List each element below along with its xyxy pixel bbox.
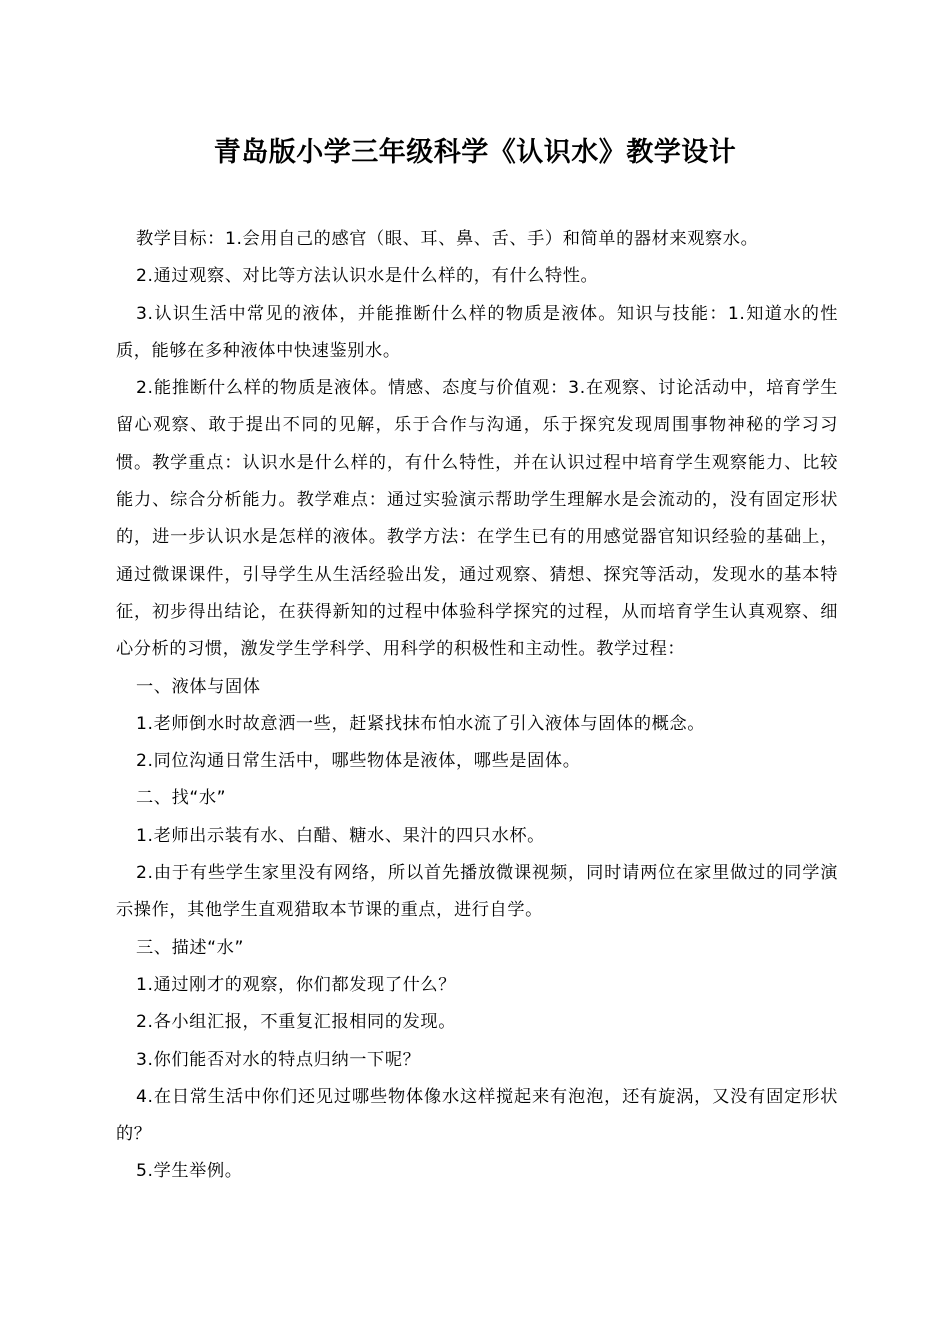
document-body [116, 221, 838, 1191]
paragraph: 1.老师倒水时故意洒一些，赶紧找抹布怕水流了引入液体与固体的概念。 [136, 713, 706, 734]
document-title: 青岛版小学三年级科学《认识水》教学设计 [213, 137, 737, 168]
paragraph: 2.通过观察、对比等方法认识水是什么样的，有什么特性。 [136, 266, 599, 287]
paragraph: 3.你们能否对水的特点归纳一下呢？ [136, 1049, 421, 1070]
paragraph: 4.在日常生活中你们还见过哪些物体像水这样搅起来有泡泡，还有旋涡，又没有固定形状的？ [116, 1086, 838, 1145]
paragraph: 2.能推断什么样的物质是液体。情感、态度与价值观：3.在观察、讨论活动中，培育学生留心观察、敢于提出不同的见解，乐于合作与沟通，乐于探究发现周围事物神秘的学习习惯。教学重点：认识水是什么样的，有什么特性，并在认识过程中培育学生观察能力、比较能力、综合分析能力。教学难点：通过实验演示帮助学生理解水是会流动的，没有固定形状的，进一步认识水是怎样的液体。教学方法：在学生已有的用感觉器官知识经验的基础上，通过微课课件，引导学生从生活经验出发，通过观察、猜想、探究等活动，发现水的基本特征，初步得出结论，在获得新知的过程中体验科学探究的过程，从而培育学生认真观察、细心分析的习惯，激发学生学科学、用科学的积极性和主动性。教学过程： [116, 378, 838, 660]
paragraph-objectives: 教学目标：1.会用自己的感官（眼、耳、鼻、舌、手）和简单的器材来观察水。 [136, 229, 759, 249]
paragraph: 5.学生举例。 [136, 1161, 243, 1182]
section-heading: 二、找“水” [136, 788, 227, 809]
paragraph: 1.老师出示装有水、白醋、糖水、果汁的四只水杯。 [136, 825, 545, 846]
paragraph: 2.由于有些学生家里没有网络，所以首先播放微课视频，同时请两位在家里做过的同学演示操作，其他学生直观猎取本节课的重点，进行自学。 [116, 863, 838, 921]
section-heading: 一、液体与固体 [136, 676, 261, 697]
section-heading: 三、描述“水” [136, 937, 244, 958]
paragraph: 3.认识生活中常见的液体，并能推断什么样的物质是液体。知识与技能：1.知道水的性质，能够在多种液体中快速鉴别水。 [116, 303, 838, 361]
paragraph: 2.同位沟通日常生活中，哪些物体是液体，哪些是固体。 [136, 751, 581, 772]
paragraph: 1.通过刚才的观察，你们都发现了什么？ [136, 974, 456, 995]
paragraph: 2.各小组汇报，不重复汇报相同的发现。 [136, 1012, 456, 1033]
